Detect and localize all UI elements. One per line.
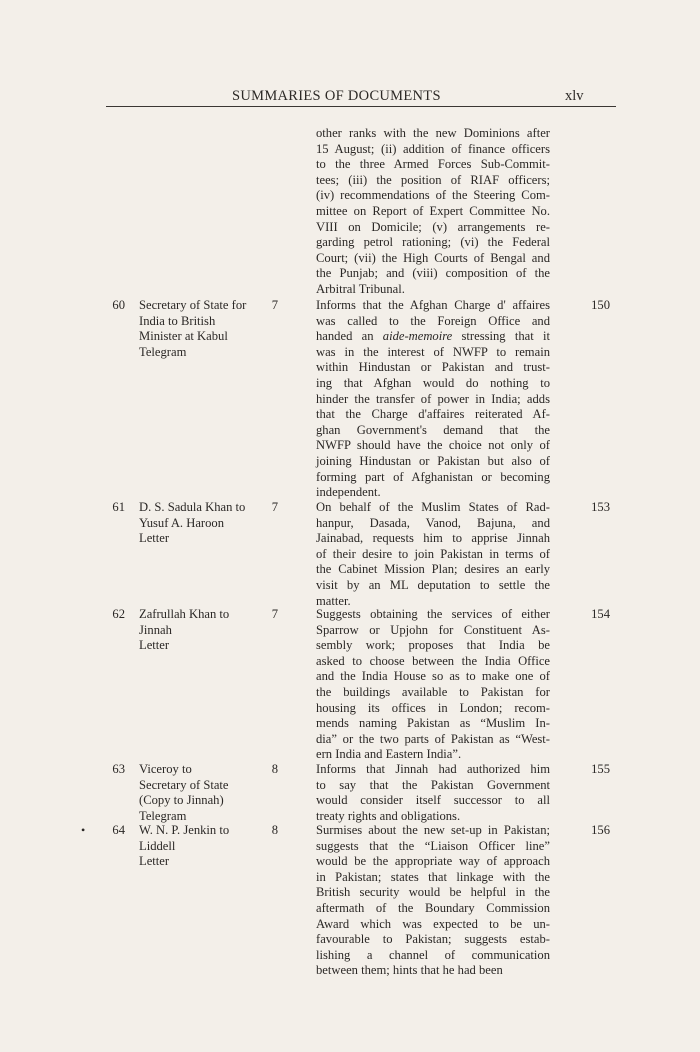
entry-summary (316, 762, 550, 824)
summary-line: in Pakistan; states that linkage with the (316, 869, 550, 884)
summary-line: On behalf of the Muslim States of Rad- (316, 500, 550, 514)
summary-line: to say that the Pakistan Government (316, 777, 550, 792)
summary-line: Informs that the Afghan Charge d' affaires (316, 298, 550, 312)
header-title: SUMMARIES OF DOCUMENTS (232, 88, 441, 104)
summary-line: favourable to Pakistan; suggests estab- (316, 932, 550, 947)
from-line: Zafrullah Khan to (139, 607, 230, 621)
summary-line: the Cabinet Mission Plan; desires an early (316, 562, 550, 577)
summary-line: garding petrol rationing; (vi) the Federal (316, 235, 550, 250)
summary-line: the Punjab; and (viii) composition of the (316, 266, 550, 281)
entry-volume: 7 (271, 298, 278, 312)
summary-line: ghan Government's demand that the (316, 422, 550, 437)
entry-number: 64 (112, 823, 125, 837)
from-line: (Copy to Jinnah) (139, 793, 224, 808)
summary-line: of their desire to join Pakistan in terms of (316, 546, 550, 561)
summary-line: mittee on Report of Expert Committee No. (316, 203, 550, 218)
running-header (0, 88, 700, 108)
entry-from (139, 607, 261, 654)
entry-volume: 7 (271, 607, 278, 621)
summary-line: would consider itself successor to all (316, 793, 550, 808)
from-line: Telegram (139, 344, 187, 359)
summary-line: tees; (iii) the position of RIAF officers; (316, 172, 550, 187)
from-line: Telegram (139, 808, 187, 823)
from-line: Letter (139, 531, 170, 546)
entry-number: 60 (112, 298, 125, 312)
entry-number: 62 (112, 607, 125, 621)
summary-line: treaty rights and obligations. (316, 808, 461, 823)
entry-summary (316, 823, 550, 979)
summary-line: the buildings available to Pakistan for (316, 684, 550, 699)
from-line: Letter (139, 638, 170, 653)
from-line: Secretary of State (139, 777, 229, 792)
summary-line: Surmises about the new set-up in Pakistan; (316, 823, 550, 837)
entry-summary (316, 298, 550, 501)
summary-line: hinder the transfer of power in India; adds (316, 391, 550, 406)
italic-term: aide-memoire (382, 329, 453, 344)
from-line: India to British (139, 313, 216, 328)
summary-line: suggests that the “Liaison Officer line” (316, 838, 550, 853)
summary-line: British security would be helpful in the (316, 885, 550, 900)
summary-line: that the Charge d'affaires reiterated Af- (316, 407, 550, 422)
entry-page: 150 (591, 298, 610, 312)
from-line: Minister at Kabul (139, 329, 228, 344)
entry-page: 153 (591, 500, 610, 514)
continuation-summary (316, 126, 550, 298)
summary-line: ern India and Eastern India”. (316, 747, 462, 762)
margin-marker: • (81, 823, 86, 837)
summary-line: was called to the Foreign Office and (316, 313, 550, 328)
from-line: Secretary of State for (139, 298, 247, 312)
summary-line: and the India House so as to make one of (316, 669, 550, 684)
summary-line: within Hindustan or Pakistan and trust- (316, 360, 550, 375)
summary-line: Informs that Jinnah had authorized him (316, 762, 550, 776)
entry-page: 155 (591, 762, 610, 776)
summary-line: (iv) recommendations of the Steering Com- (316, 188, 550, 203)
summary-line: other ranks with the new Dominions after (316, 126, 550, 140)
summary-line: 15 August; (ii) addition of finance officers (316, 141, 550, 156)
summary-line: was in the interest of NWFP to remain (316, 344, 550, 359)
from-line: W. N. P. Jenkin to (139, 823, 230, 837)
summary-line: joining Hindustan or Pakistan but also of (316, 453, 550, 468)
entry-page: 154 (591, 607, 610, 621)
summary-line: VIII on Domicile; (v) arrangements re- (316, 219, 550, 234)
summary-line: mends naming Pakistan as “Muslim In- (316, 716, 550, 731)
entry-from (139, 823, 261, 870)
summary-line: dia” or the two parts of Pakistan as “West- (316, 731, 550, 746)
summary-line: Suggests obtaining the services of either (316, 607, 550, 621)
entry-number: 63 (112, 762, 125, 776)
from-line: Jinnah (139, 622, 172, 637)
entry-volume: 8 (271, 762, 278, 776)
entry-number: 61 (112, 500, 125, 514)
summary-line: Jainabad, requests him to apprise Jinnah (316, 531, 550, 546)
summary-line: NWFP should have the choice not only of (316, 438, 550, 453)
entry-from (139, 762, 261, 824)
summary-line: visit by an ML deputation to settle the (316, 577, 550, 592)
summary-line: hanpur, Dasada, Vanod, Bajuna, and (316, 515, 550, 530)
summary-line: Sparrow or Upjohn for Constituent As- (316, 622, 550, 637)
summary-line: between them; hints that he had been (316, 963, 503, 978)
summary-line: housing its offices in London; recom- (316, 700, 550, 715)
summary-line: Award which was expected to be un- (316, 916, 550, 931)
entry-page: 156 (591, 823, 610, 837)
from-line: Letter (139, 854, 170, 869)
summary-line: ing that Afghan would do nothing to (316, 375, 550, 390)
entry-volume: 7 (271, 500, 278, 514)
summary-line: independent. (316, 485, 381, 500)
entry-from (139, 500, 261, 547)
summary-line: forming part of Afghanistan or becoming (316, 469, 550, 484)
summary-line: asked to choose between the India Office (316, 653, 550, 668)
from-line: Viceroy to (139, 762, 192, 776)
summary-line: Court; (vii) the High Courts of Bengal and (316, 250, 550, 265)
summary-line: would be the appropriate way of approach (316, 854, 550, 869)
header-page-number: xlv (565, 88, 584, 104)
entry-volume: 8 (271, 823, 278, 837)
summary-line: to the three Armed Forces Sub-Commit- (316, 157, 550, 172)
summary-line: handed an aide-memoire stressing that it (316, 329, 550, 344)
entry-summary (316, 607, 550, 763)
summary-line: Arbitral Tribunal. (316, 281, 405, 296)
entry-summary (316, 500, 550, 609)
header-rule (106, 106, 616, 107)
summary-line: lishing a channel of communication (316, 947, 550, 962)
summary-line: sembly work; proposes that India be (316, 638, 550, 653)
summary-line: matter. (316, 593, 351, 608)
summary-line: aftermath of the Boundary Commission (316, 900, 550, 915)
entry-from (139, 298, 261, 360)
from-line: Liddell (139, 838, 176, 853)
from-line: D. S. Sadula Khan to (139, 500, 246, 514)
from-line: Yusuf A. Haroon (139, 515, 225, 530)
